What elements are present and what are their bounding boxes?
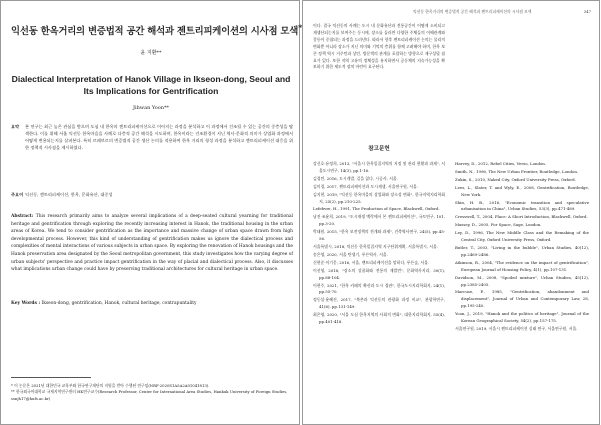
korean-keywords xyxy=(11,191,293,201)
reference-item: Lees, L., Slater, T. and Wyly, E., 2008, Gentrification, Routledge, New York. xyxy=(455,184,589,197)
korean-abstract-text: 본 연구는 최근 높은 관심을 받으며 도심 내 한옥의 젠트리피케이션으로 이어지는 과정을 분석하고 이 과정에서 건조될 수 있는 공간의 중층성을 탐색한다. 이를 위해 서울 익선동 한옥마을을 사례로 다층적 공간 해석을 시도하며, 한옥이라는 건조환경이 지닌 역사·문화적 의미가 상업화 과정에서 어떻게 변용되는지를 살펴본다. 특히 르페브르의 변증법적 공간 생산 논의를 적용하여 한옥 거리의 형성 과정을 분석하고 젠트리피케이션 대응을 위한 정책적 시사점을 제시하였다. xyxy=(25,124,293,150)
reference-item: Yoon, J., 2019, "Hanok and the politics of heritage", Journal of the Korean Geographical Society, 54(2), pp.157-175. xyxy=(455,311,589,324)
reference-item: Smith, N., 1996, The New Urban Frontier, Routledge, London. xyxy=(455,168,579,174)
reference-item: 김지현, 2019, "익선동 한옥마을의 상업화와 장소성 변화", 한국지역지리학회지, 25(2), pp.210-225. xyxy=(313,191,445,204)
reference-item: 최은영, 2020, "서울 도심 한옥지역의 사회적 변화", 대한지리학회지, 55(4), pp.401-418. xyxy=(313,312,445,325)
footnote-separator xyxy=(11,377,91,378)
references-right-column xyxy=(455,161,589,334)
reference-item: 이현주, 2021, "한옥 카페의 확산과 도시 경관", 한국도시지리학회지, 24(1), pp.55-70. xyxy=(313,282,445,295)
reference-item: 김미경, 2017, 젠트리피케이션과 도시재생, 서울연구원, 서울. xyxy=(313,183,418,189)
reference-item: 송은영, 2020, 서울 탄생기, 푸른역사, 서울. xyxy=(313,251,388,257)
reference-item: Marcuse, P., 1985, "Gentrification, abandonment and displacement", Journal of Urban and Contemporary Law, 28, pp.195-240. xyxy=(455,289,589,309)
reference-item: 신현준·이기웅, 2016, 서울, 젠트리피케이션을 말하다, 푸른숲, 서울. xyxy=(313,259,430,265)
reference-item: Atkinson, R., 2004, "The evidence on the impact of gentrification", European Journal of Housing Policy, 4(1), pp.107-131. xyxy=(455,259,589,272)
reference-item: Zukin, S., 2010, Naked City, Oxford University Press, Oxford. xyxy=(455,176,576,182)
english-author: Jihwan Yoon** xyxy=(132,105,169,111)
english-keywords-text: Ikseon-dong, gentrification, Hanok, cultural heritage, contrapuntality xyxy=(41,301,197,306)
references-left-column xyxy=(313,161,445,327)
korean-keywords-label: 주요어 xyxy=(11,192,24,197)
korean-title xyxy=(11,23,303,38)
korean-keywords-text: 익선동, 젠트리피케이션, 한옥, 문화유산, 대중성 xyxy=(25,192,113,197)
reference-item: Ley, D., 1996, The New Middle Class and the Remaking of the Central City, Oxford University Press, Oxford. xyxy=(455,230,589,243)
body-column xyxy=(313,23,445,71)
korean-abstract-label: 요약 xyxy=(11,124,20,129)
running-head-title: 익선동 한옥거리의 변증법적 공간 해석과 젠트리피케이션의 시사점 모색 xyxy=(413,9,532,14)
reference-item: Cresswell, T., 2004, Place: A Short Introduction, Blackwell, Oxford. xyxy=(455,214,588,220)
reference-item: 정동섭·윤혜진, 2017, "북촌과 익선동의 관광화 과정 비교", 관광학연구, 41(6), pp.131-149. xyxy=(313,297,445,310)
reference-item: 김경민, 2016, 도시개발, 길을 잃다, 시공사, 서울. xyxy=(313,175,398,181)
reference-item: 박태원, 2015, "한옥 보전정책의 전개와 과제", 건축역사연구, 24(5), pp.45-56. xyxy=(313,229,445,242)
reference-item: Harvey, D., 2012, Rebel Cities, Verso, London. xyxy=(455,161,547,166)
reference-item: 이선영, 2018, "장소의 상품화와 전통의 재발견", 문화역사지리, 30(1), pp.88-104. xyxy=(313,267,445,280)
footnote-2: ** 한국외국어대학교 국제지역연구센터 HK연구교수(Research Professor, Center for International Area Studies, Hankuk University of Foreign Studies, ssnjh17@hufs.ac.kr) xyxy=(11,389,288,401)
references-title: 참고문헌 xyxy=(368,146,390,152)
reference-item: 서울특별시, 2018, 익선동 한옥밀집지역 지구단위계획, 서울특별시, 서울. xyxy=(313,243,438,249)
korean-abstract xyxy=(11,123,293,187)
reference-item: Butler, T., 2003, "Living in the bubble", Urban Studies, 40(12), pp.2469-2486. xyxy=(455,244,589,257)
english-abstract xyxy=(11,213,293,274)
right-page xyxy=(302,0,600,425)
body-paragraph: 이다. 결국 익선동의 사례는 도시 내 문화유산과 전통공간이 어떻게 소비되고 재생산되는지를 보여주는 동시에, 장소를 둘러싼 다양한 주체들의 이해관계와 갈등이 중첩되는 과정을 드러낸다. 따라서 향후 젠트리피케이션 논의는 물리적 변화뿐 아니라 장소가 지닌 의미와 기억의 층위를 함께 고려해야 하며, 한옥 보존 정책 역시 거주민과 상인, 방문객의 관계를 포괄하는 방향으로 재구성될 필요가 있다. 또한 지역 고유의 정체성을 유지하면서 공동체의 지속가능성을 확보하기 위한 제도적 장치 마련이 요구된다. xyxy=(313,23,445,70)
footnote-1: * 이 논문은 2021년 대한민국 교육부와 한국연구재단의 지원을 받아 수행된 연구임(NRF-2020S1A5A2A01041813). xyxy=(11,383,210,388)
reference-item: Shin, H. B., 2016, "Economic transition and speculative urbanisation in China", Urban Studies, 53(3), pp.471-489. xyxy=(455,199,589,212)
english-title: Dialectical Interpretation of Hanok Village in Ikseon-dong, Seoul and Its Implications for Gentrification xyxy=(11,74,291,96)
page-number: 347 xyxy=(583,9,591,14)
reference-item: Davidson, M., 2008, "Spoiled mixture", Urban Studies, 45(12), pp.2385-2405. xyxy=(455,274,589,287)
english-keywords-label: Key Words : xyxy=(11,301,41,306)
english-keywords xyxy=(11,301,293,306)
english-abstract-label: Abstract: xyxy=(11,214,34,219)
reference-item: 강신호·유정희, 2013, "서울시 한옥밀집지역의 지정 및 관리 현황과 과제", 서울도시연구, 14(3), pp.1-16. xyxy=(313,161,445,173)
title-footnote-marker: * xyxy=(298,23,303,32)
korean-author: 윤 지환** xyxy=(140,50,162,56)
reference-item: Massey, D., 2005, For Space, Sage, London. xyxy=(455,222,542,228)
reference-item: 남진·조윤희, 2019, "도시재생 맥락에서 본 젠트리피케이션", 국토연구, 101, pp.3-20. xyxy=(313,214,445,227)
korean-title-text: 익선동 한옥거리의 변증법적 공간 해석과 젠트리피케이션의 시사점 모색 xyxy=(11,26,299,38)
reference-item: Lefebvre, H., 1991, The Production of Space, Blackwell, Oxford. xyxy=(313,206,440,212)
footnotes xyxy=(11,383,293,402)
reference-item: 서울연구원, 2019, 서울시 젠트리피케이션 실태 연구, 서울연구원, 서울. xyxy=(455,325,578,331)
english-abstract-text: This research primarily aims to analyze several implications of a deep-seated cultural yearning for traditional heritage and gentrification through exploring the recently increasing interest in Hanok, the traditional housing in the urban areas of Korea. We tend to consider gentrification as the importance and massive change of urban space drawn from high developmental process. However, this kind of understanding of gentrification makes us ignore the dialectical process and complexities of mental interactions of various subjects in urban space. By exploring the renovation of Hanok housings and the Hanok preservation area designated by the Seoul metropolitan government, this study investigates how the varying degree of urban subjects' perspective and practice impact gentrification in the way of placial and dialectical process. Also, it discusses what implications urban change could have by preserving traditional architectures for cultural heritage in urban space. xyxy=(11,214,293,273)
